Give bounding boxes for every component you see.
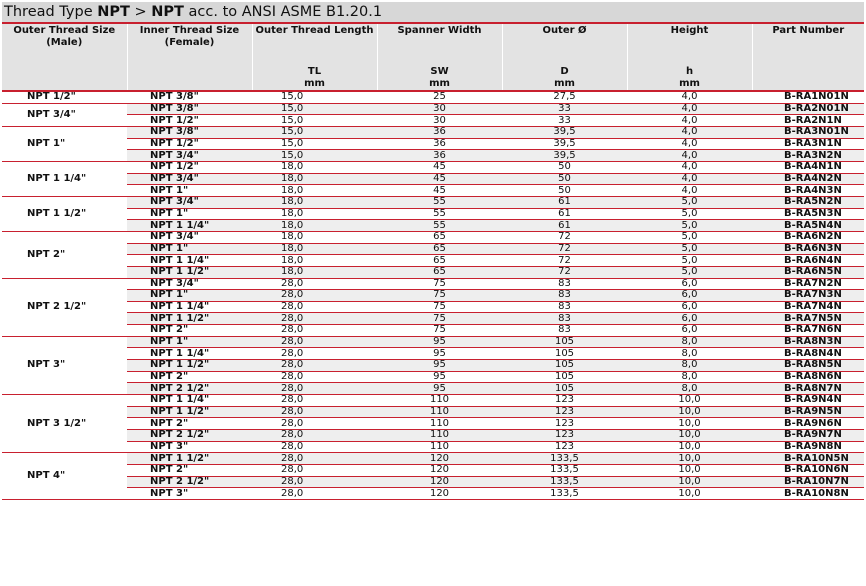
part-number-cell: B-RA10N8N	[752, 488, 864, 500]
height-cell: 5,0	[627, 208, 752, 220]
height-cell: 4,0	[627, 91, 752, 103]
inner-thread-cell: NPT 1"	[127, 243, 252, 255]
outer-diameter-cell: 50	[502, 161, 627, 173]
table-row	[2, 243, 864, 255]
outer-diameter-cell: 39,5	[502, 126, 627, 138]
thread-length-cell: 28,0	[252, 325, 377, 337]
outer-diameter-cell: 123	[502, 395, 627, 407]
inner-thread-cell: NPT 3/8"	[127, 91, 252, 103]
outer-thread-cell: NPT 3"	[2, 336, 127, 394]
part-number-cell: B-RA5N3N	[752, 208, 864, 220]
table-row	[2, 278, 864, 290]
thread-length-cell: 18,0	[252, 196, 377, 208]
table-row	[2, 371, 864, 383]
spanner-width-cell: 36	[377, 150, 502, 162]
thread-length-cell: 28,0	[252, 348, 377, 360]
spanner-width-cell: 110	[377, 441, 502, 453]
outer-diameter-cell: 50	[502, 173, 627, 185]
table-row	[2, 150, 864, 162]
outer-thread-cell: NPT 3 1/2"	[2, 395, 127, 453]
outer-diameter-cell: 105	[502, 360, 627, 372]
height-cell: 5,0	[627, 231, 752, 243]
inner-thread-cell: NPT 1"	[127, 185, 252, 197]
outer-thread-cell: NPT 2"	[2, 231, 127, 278]
inner-thread-cell: NPT 1 1/4"	[127, 395, 252, 407]
part-number-cell: B-RA3N1N	[752, 138, 864, 150]
title-mid: >	[129, 4, 152, 20]
height-cell: 10,0	[627, 488, 752, 500]
height-cell: 5,0	[627, 255, 752, 267]
inner-thread-cell: NPT 2 1/2"	[127, 430, 252, 442]
spanner-width-cell: 95	[377, 348, 502, 360]
inner-thread-cell: NPT 3/4"	[127, 278, 252, 290]
table-row	[2, 465, 864, 477]
inner-thread-cell: NPT 1 1/4"	[127, 220, 252, 232]
title-suffix: acc. to ANSI ASME B1.20.1	[183, 4, 383, 20]
part-number-cell: B-RA10N6N	[752, 465, 864, 477]
part-number-cell: B-RA6N2N	[752, 231, 864, 243]
part-number-cell: B-RA4N2N	[752, 173, 864, 185]
inner-thread-cell: NPT 1 1/2"	[127, 313, 252, 325]
part-number-cell: B-RA3N01N	[752, 126, 864, 138]
spanner-width-cell: 95	[377, 336, 502, 348]
height-cell: 6,0	[627, 301, 752, 313]
title-bold-2: NPT	[151, 4, 184, 20]
height-cell: 5,0	[627, 220, 752, 232]
height-cell: 4,0	[627, 103, 752, 115]
header-outer-diameter: Outer Ø	[502, 24, 627, 66]
spanner-width-cell: 65	[377, 231, 502, 243]
inner-thread-cell: NPT 2"	[127, 325, 252, 337]
inner-thread-cell: NPT 1 1/4"	[127, 255, 252, 267]
symbol-tl: TL	[252, 66, 377, 78]
header-part-number: Part Number	[752, 24, 864, 66]
table-row	[2, 91, 864, 103]
table-row	[2, 313, 864, 325]
thread-length-cell: 15,0	[252, 103, 377, 115]
part-number-cell: B-RA8N3N	[752, 336, 864, 348]
table-row	[2, 453, 864, 465]
symbol-h: h	[627, 66, 752, 78]
table-row	[2, 231, 864, 243]
thread-length-cell: 28,0	[252, 441, 377, 453]
unit-sw: mm	[377, 78, 502, 91]
spanner-width-cell: 120	[377, 453, 502, 465]
spanner-width-cell: 110	[377, 418, 502, 430]
height-cell: 10,0	[627, 418, 752, 430]
inner-thread-cell: NPT 2"	[127, 418, 252, 430]
spanner-width-cell: 120	[377, 476, 502, 488]
thread-length-cell: 15,0	[252, 138, 377, 150]
spanner-width-cell: 36	[377, 126, 502, 138]
table-row	[2, 220, 864, 232]
outer-diameter-cell: 123	[502, 418, 627, 430]
table-row	[2, 441, 864, 453]
inner-thread-cell: NPT 3/8"	[127, 126, 252, 138]
thread-length-cell: 28,0	[252, 383, 377, 395]
spanner-width-cell: 95	[377, 371, 502, 383]
thread-length-cell: 15,0	[252, 115, 377, 127]
part-number-cell: B-RA8N5N	[752, 360, 864, 372]
spanner-width-cell: 36	[377, 138, 502, 150]
part-number-cell: B-RA6N5N	[752, 266, 864, 278]
part-number-cell: B-RA10N5N	[752, 453, 864, 465]
part-number-cell: B-RA10N7N	[752, 476, 864, 488]
table-row	[2, 138, 864, 150]
part-number-cell: B-RA9N5N	[752, 406, 864, 418]
height-cell: 4,0	[627, 115, 752, 127]
thread-length-cell: 28,0	[252, 336, 377, 348]
outer-diameter-cell: 33	[502, 103, 627, 115]
thread-length-cell: 18,0	[252, 266, 377, 278]
part-number-cell: B-RA7N2N	[752, 278, 864, 290]
outer-diameter-cell: 105	[502, 371, 627, 383]
inner-thread-cell: NPT 2 1/2"	[127, 476, 252, 488]
height-cell: 6,0	[627, 278, 752, 290]
thread-length-cell: 28,0	[252, 313, 377, 325]
inner-thread-cell: NPT 2 1/2"	[127, 383, 252, 395]
header-thread-length: Outer Thread Length	[252, 24, 377, 66]
outer-diameter-cell: 83	[502, 278, 627, 290]
inner-thread-cell: NPT 1 1/4"	[127, 348, 252, 360]
outer-diameter-cell: 72	[502, 231, 627, 243]
inner-thread-cell: NPT 1 1/2"	[127, 453, 252, 465]
table-row	[2, 395, 864, 407]
outer-thread-cell: NPT 1 1/4"	[2, 161, 127, 196]
inner-thread-cell: NPT 1 1/2"	[127, 266, 252, 278]
title-prefix: Thread Type	[4, 4, 98, 20]
header-spanner-width: Spanner Width	[377, 24, 502, 66]
part-number-cell: B-RA9N6N	[752, 418, 864, 430]
inner-thread-cell: NPT 3"	[127, 441, 252, 453]
unit-h: mm	[627, 78, 752, 91]
inner-thread-cell: NPT 3/4"	[127, 150, 252, 162]
outer-diameter-cell: 83	[502, 301, 627, 313]
outer-diameter-cell: 133,5	[502, 465, 627, 477]
inner-thread-cell: NPT 3/4"	[127, 231, 252, 243]
table-row	[2, 336, 864, 348]
header-height: Height	[627, 24, 752, 66]
thread-length-cell: 15,0	[252, 126, 377, 138]
inner-thread-cell: NPT 3/8"	[127, 103, 252, 115]
spanner-width-cell: 30	[377, 115, 502, 127]
symbol-d: D	[502, 66, 627, 78]
height-cell: 4,0	[627, 185, 752, 197]
thread-length-cell: 28,0	[252, 371, 377, 383]
height-cell: 4,0	[627, 126, 752, 138]
spanner-width-cell: 45	[377, 161, 502, 173]
outer-thread-cell: NPT 3/4"	[2, 103, 127, 126]
table-row	[2, 173, 864, 185]
thread-length-cell: 28,0	[252, 301, 377, 313]
spanner-width-cell: 30	[377, 103, 502, 115]
spanner-width-cell: 75	[377, 278, 502, 290]
part-number-cell: B-RA5N2N	[752, 196, 864, 208]
header-inner-thread: Inner Thread Size (Female)	[127, 24, 252, 66]
outer-diameter-cell: 61	[502, 208, 627, 220]
outer-thread-cell: NPT 1"	[2, 126, 127, 161]
part-number-cell: B-RA7N5N	[752, 313, 864, 325]
height-cell: 10,0	[627, 441, 752, 453]
spanner-width-cell: 110	[377, 430, 502, 442]
symbol-sw: SW	[377, 66, 502, 78]
unit-d: mm	[502, 78, 627, 91]
inner-thread-cell: NPT 2"	[127, 465, 252, 477]
inner-thread-cell: NPT 1/2"	[127, 161, 252, 173]
table-row	[2, 488, 864, 500]
outer-diameter-cell: 39,5	[502, 138, 627, 150]
part-number-cell: B-RA1N01N	[752, 91, 864, 103]
table-row	[2, 255, 864, 267]
inner-thread-cell: NPT 3/4"	[127, 173, 252, 185]
part-number-cell: B-RA9N7N	[752, 430, 864, 442]
spanner-width-cell: 45	[377, 185, 502, 197]
table-row	[2, 418, 864, 430]
part-number-cell: B-RA5N4N	[752, 220, 864, 232]
outer-diameter-cell: 33	[502, 115, 627, 127]
spanner-width-cell: 65	[377, 255, 502, 267]
outer-thread-cell: NPT 1 1/2"	[2, 196, 127, 231]
thread-length-cell: 28,0	[252, 476, 377, 488]
height-cell: 10,0	[627, 453, 752, 465]
height-cell: 10,0	[627, 406, 752, 418]
table-row	[2, 161, 864, 173]
inner-thread-cell: NPT 1 1/2"	[127, 406, 252, 418]
outer-diameter-cell: 133,5	[502, 476, 627, 488]
spanner-width-cell: 55	[377, 220, 502, 232]
spanner-width-cell: 75	[377, 301, 502, 313]
outer-diameter-cell: 123	[502, 441, 627, 453]
height-cell: 5,0	[627, 266, 752, 278]
part-number-cell: B-RA6N4N	[752, 255, 864, 267]
inner-thread-cell: NPT 1 1/4"	[127, 301, 252, 313]
thread-length-cell: 18,0	[252, 173, 377, 185]
thread-length-cell: 28,0	[252, 488, 377, 500]
outer-thread-cell: NPT 2 1/2"	[2, 278, 127, 336]
height-cell: 5,0	[627, 196, 752, 208]
spanner-width-cell: 55	[377, 196, 502, 208]
thread-length-cell: 15,0	[252, 91, 377, 103]
spanner-width-cell: 120	[377, 465, 502, 477]
inner-thread-cell: NPT 3"	[127, 488, 252, 500]
height-cell: 4,0	[627, 138, 752, 150]
outer-diameter-cell: 133,5	[502, 453, 627, 465]
outer-diameter-cell: 83	[502, 313, 627, 325]
height-cell: 6,0	[627, 290, 752, 302]
thread-length-cell: 28,0	[252, 430, 377, 442]
unit-tl: mm	[252, 78, 377, 91]
thread-length-cell: 18,0	[252, 208, 377, 220]
table-row	[2, 325, 864, 337]
spanner-width-cell: 120	[377, 488, 502, 500]
table-row	[2, 383, 864, 395]
thread-length-cell: 28,0	[252, 418, 377, 430]
thread-length-cell: 28,0	[252, 453, 377, 465]
spanner-width-cell: 65	[377, 243, 502, 255]
inner-thread-cell: NPT 2"	[127, 371, 252, 383]
inner-thread-cell: NPT 1"	[127, 290, 252, 302]
thread-length-cell: 28,0	[252, 465, 377, 477]
thread-length-cell: 18,0	[252, 185, 377, 197]
spanner-width-cell: 65	[377, 266, 502, 278]
spanner-width-cell: 75	[377, 313, 502, 325]
inner-thread-cell: NPT 1"	[127, 336, 252, 348]
height-cell: 6,0	[627, 325, 752, 337]
thread-table-sheet	[2, 2, 864, 500]
table-row	[2, 406, 864, 418]
part-number-cell: B-RA9N8N	[752, 441, 864, 453]
table-row	[2, 185, 864, 197]
header-outer-thread: Outer Thread Size (Male)	[2, 24, 127, 66]
spanner-width-cell: 75	[377, 290, 502, 302]
table-row	[2, 208, 864, 220]
spanner-width-cell: 75	[377, 325, 502, 337]
part-number-cell: B-RA9N4N	[752, 395, 864, 407]
height-cell: 8,0	[627, 360, 752, 372]
height-cell: 8,0	[627, 336, 752, 348]
part-number-cell: B-RA7N3N	[752, 290, 864, 302]
outer-diameter-cell: 39,5	[502, 150, 627, 162]
outer-thread-cell: NPT 4"	[2, 453, 127, 500]
height-cell: 10,0	[627, 395, 752, 407]
thread-length-cell: 28,0	[252, 395, 377, 407]
outer-diameter-cell: 123	[502, 430, 627, 442]
part-number-cell: B-RA7N6N	[752, 325, 864, 337]
table-row	[2, 290, 864, 302]
outer-diameter-cell: 72	[502, 255, 627, 267]
spanner-width-cell: 95	[377, 383, 502, 395]
thread-length-cell: 18,0	[252, 220, 377, 232]
part-number-cell: B-RA8N6N	[752, 371, 864, 383]
outer-diameter-cell: 61	[502, 196, 627, 208]
part-number-cell: B-RA2N01N	[752, 103, 864, 115]
part-number-cell: B-RA2N1N	[752, 115, 864, 127]
table-body	[2, 91, 864, 499]
thread-length-cell: 15,0	[252, 150, 377, 162]
part-number-cell: B-RA8N7N	[752, 383, 864, 395]
table-row	[2, 476, 864, 488]
height-cell: 10,0	[627, 465, 752, 477]
outer-diameter-cell: 105	[502, 336, 627, 348]
outer-diameter-cell: 61	[502, 220, 627, 232]
spanner-width-cell: 55	[377, 208, 502, 220]
height-cell: 10,0	[627, 430, 752, 442]
inner-thread-cell: NPT 1/2"	[127, 138, 252, 150]
height-cell: 8,0	[627, 383, 752, 395]
outer-diameter-cell: 83	[502, 325, 627, 337]
table-row	[2, 360, 864, 372]
inner-thread-cell: NPT 1"	[127, 208, 252, 220]
thread-length-cell: 28,0	[252, 290, 377, 302]
thread-length-cell: 18,0	[252, 161, 377, 173]
part-number-cell: B-RA4N1N	[752, 161, 864, 173]
inner-thread-cell: NPT 1 1/2"	[127, 360, 252, 372]
table-row	[2, 266, 864, 278]
thread-length-cell: 28,0	[252, 278, 377, 290]
table-row	[2, 348, 864, 360]
thread-length-cell: 18,0	[252, 243, 377, 255]
outer-diameter-cell: 83	[502, 290, 627, 302]
table-row	[2, 430, 864, 442]
spanner-width-cell: 95	[377, 360, 502, 372]
height-cell: 10,0	[627, 476, 752, 488]
height-cell: 6,0	[627, 313, 752, 325]
table-row	[2, 196, 864, 208]
thread-spec-table	[2, 24, 864, 500]
table-row	[2, 301, 864, 313]
height-cell: 4,0	[627, 161, 752, 173]
outer-diameter-cell: 123	[502, 406, 627, 418]
height-cell: 4,0	[627, 173, 752, 185]
height-cell: 4,0	[627, 150, 752, 162]
table-row	[2, 126, 864, 138]
height-cell: 8,0	[627, 348, 752, 360]
part-number-cell: B-RA8N4N	[752, 348, 864, 360]
outer-diameter-cell: 72	[502, 266, 627, 278]
spanner-width-cell: 110	[377, 406, 502, 418]
thread-length-cell: 28,0	[252, 360, 377, 372]
title-bold-1: NPT	[97, 4, 130, 20]
outer-diameter-cell: 27,5	[502, 91, 627, 103]
outer-diameter-cell: 105	[502, 348, 627, 360]
thread-length-cell: 18,0	[252, 255, 377, 267]
table-row	[2, 103, 864, 115]
thread-length-cell: 18,0	[252, 231, 377, 243]
outer-diameter-cell: 50	[502, 185, 627, 197]
part-number-cell: B-RA7N4N	[752, 301, 864, 313]
spanner-width-cell: 45	[377, 173, 502, 185]
height-cell: 8,0	[627, 371, 752, 383]
thread-length-cell: 28,0	[252, 406, 377, 418]
part-number-cell: B-RA3N2N	[752, 150, 864, 162]
outer-diameter-cell: 133,5	[502, 488, 627, 500]
inner-thread-cell: NPT 1/2"	[127, 115, 252, 127]
table-row	[2, 115, 864, 127]
table-title	[2, 2, 864, 24]
inner-thread-cell: NPT 3/4"	[127, 196, 252, 208]
part-number-cell: B-RA4N3N	[752, 185, 864, 197]
outer-thread-cell: NPT 1/2"	[2, 91, 127, 103]
part-number-cell: B-RA6N3N	[752, 243, 864, 255]
spanner-width-cell: 110	[377, 395, 502, 407]
spanner-width-cell: 25	[377, 91, 502, 103]
outer-diameter-cell: 105	[502, 383, 627, 395]
outer-diameter-cell: 72	[502, 243, 627, 255]
height-cell: 5,0	[627, 243, 752, 255]
